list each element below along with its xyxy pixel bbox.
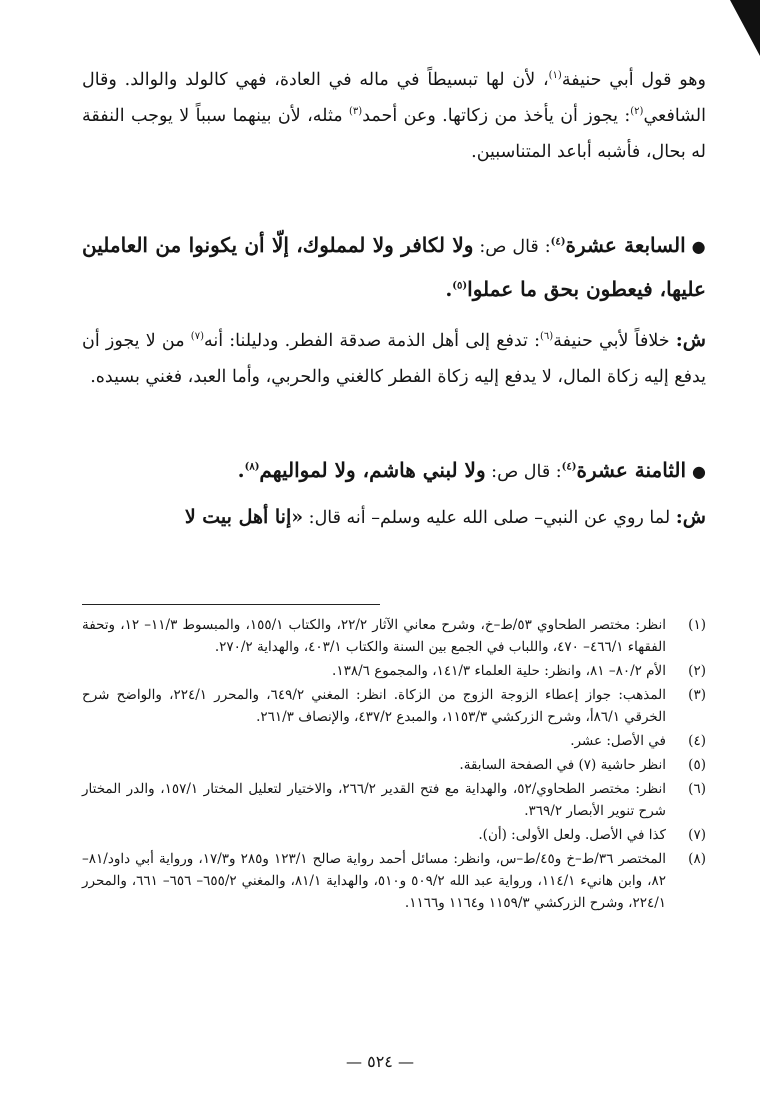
text-span: . xyxy=(445,277,453,301)
page-corner-mark xyxy=(730,0,760,56)
section-title: السابعة عشرة xyxy=(565,233,686,257)
footnote xyxy=(82,660,706,682)
footnote-ref[interactable]: (١) xyxy=(548,70,562,82)
page-number xyxy=(0,1052,760,1071)
footnote-text: في الأصل: عشر. xyxy=(570,733,666,749)
footnote-ref[interactable]: (٤) xyxy=(561,461,577,473)
footnote-ref[interactable]: (٦) xyxy=(540,331,554,343)
page-number-text: — ٥٢٤ — xyxy=(346,1052,414,1071)
section-divider xyxy=(82,184,706,214)
footnote-separator xyxy=(82,604,380,605)
footnote-text: الأم ٨٠/٢– ٨١، وانظر: حلية العلماء ١٤١/٣، والمجموع ١٣٨/٦. xyxy=(332,663,666,679)
commentary-17 xyxy=(82,322,706,395)
footnotes xyxy=(82,614,706,916)
footnote-number: (٣) xyxy=(688,687,706,703)
commentary-lead: ش: xyxy=(675,329,706,351)
footnote xyxy=(82,730,706,752)
footnote xyxy=(82,824,706,846)
main-text xyxy=(82,62,706,536)
commentary-lead: ش: xyxy=(675,506,706,528)
hadith-quote: «إنا أهل بيت لا xyxy=(184,506,304,528)
text-span: : تدفع إلى أهل الذمة صدقة الفطر. ودليلنا: أنه xyxy=(203,331,541,351)
footnote-ref[interactable]: (٢) xyxy=(630,106,644,118)
text-span: مثله، لأن بينهما سبباً لا يوجب النفقة له بحال، فأشبه أباعد المتناسبين. xyxy=(82,106,706,162)
bullet-icon: ● xyxy=(692,462,706,481)
section-title: الثامنة عشرة xyxy=(576,458,687,482)
footnote-text: المختصر ٣٦/ط–خ و٤٥/ط–س، وانظر: مسائل أحمد رواية صالح ١٢٣/١ و٢٨٥ و١٧/٣، ورواية أبي داود/٨١– ٨٢، وابن هانيء ١١٤/١، ورواية عبد الله ٥٠٩/٢ و٥١٠، والهداية ٨١/١، والمغني ٦٥٥/٢– ٦٥٦– ٦٦١، والمحرر ٢٢٤/١، وشرح الزركشي ١١٥٩/٣ و١١٦٤ و١١٦٦. xyxy=(82,851,667,911)
footnote-ref[interactable]: (٥) xyxy=(452,280,468,292)
section-text: ولا لبني هاشم، ولا لمواليهم xyxy=(259,458,486,482)
footnote-ref[interactable]: (٤) xyxy=(550,236,566,248)
text-span: : يجوز أن يأخذ من زكاتها. وعن أحمد xyxy=(362,106,631,126)
text-span: من لا يجوز أن يدفع إليه زكاة المال، لا يدفع إليه زكاة الفطر كالغني والحربي، وأما العبد، فغني بسيده. xyxy=(82,331,706,387)
section-divider xyxy=(82,409,706,439)
section-17-heading xyxy=(82,224,706,310)
footnote-number: (٤) xyxy=(688,733,706,749)
text-span: وهو قول أبي حنيفة xyxy=(561,70,706,90)
footnote-number: (٦) xyxy=(688,781,706,797)
footnote-ref[interactable]: (٨) xyxy=(244,461,260,473)
bullet-icon: ● xyxy=(691,237,706,256)
commentary-18 xyxy=(82,499,706,536)
footnote-text: المذهب: جواز إعطاء الزوجة الزوج من الزكاة. انظر: المغني ٦٤٩/٢، والمحرر ٢٢٤/١، والواضح شرح الخرقي ٨٦/١أ، وشرح الزركشي ١١٥٣/٣، والمبدع ٤٣٧/٢، والإنصاف ٢٦١/٣. xyxy=(82,687,666,725)
footnote-ref[interactable]: (٧) xyxy=(190,331,204,343)
footnote-number: (٧) xyxy=(688,827,706,843)
footnote-text: انظر حاشية (٧) في الصفحة السابقة. xyxy=(459,757,666,773)
footnote xyxy=(82,848,706,914)
paragraph-1 xyxy=(82,62,706,170)
section-text: ولا لكافر ولا لمملوك، إلّا أن يكونوا من العاملين عليها، فيعطون بحق ما عملوا xyxy=(82,233,706,301)
footnote xyxy=(82,614,706,658)
text-span: : قال ص: xyxy=(473,237,551,257)
footnote-ref[interactable]: (٣) xyxy=(349,106,363,118)
footnote-number: (٨) xyxy=(688,851,706,867)
text-span: لما روي عن النبي– صلى الله عليه وسلم– أنه قال: xyxy=(303,508,676,528)
footnote-text: كذا في الأصل. ولعل الأولى: (أن). xyxy=(478,827,666,843)
footnote-text: انظر: مختصر الطحاوي/٥٢، والهداية مع فتح القدير ٢٦٦/٢، والاختيار لتعليل المختار ١٥٧/١، والدر المختار شرح تنوير الأبصار ٣٦٩/٢. xyxy=(82,781,666,819)
text-span: : قال ص: xyxy=(485,462,562,482)
text-span: ، لأن لها تبسيطاً في ماله في العادة، فهي كالولد والوالد. وقال الشافعي xyxy=(82,70,706,126)
section-18-heading xyxy=(82,449,706,493)
footnote-text: انظر: مختصر الطحاوي ٥٣/ط–خ، وشرح معاني الآثار ٢٢/٢، والكتاب ١٥٥/١، والمبسوط ١١/٣– ١٢، وتحفة الفقهاء ٤٦٦/١– ٤٧٠، واللباب في الجمع بين السنة والكتاب ٤٠٣/١، والهداية ٢٧٠/٢. xyxy=(82,617,666,655)
footnote xyxy=(82,778,706,822)
text-span: . xyxy=(237,458,245,482)
footnote-number: (١) xyxy=(688,617,706,633)
footnote xyxy=(82,684,706,728)
footnote-number: (٢) xyxy=(688,663,706,679)
text-span: خلافاً لأبي حنيفة xyxy=(553,331,676,351)
footnote-number: (٥) xyxy=(688,757,706,773)
footnote xyxy=(82,754,706,776)
